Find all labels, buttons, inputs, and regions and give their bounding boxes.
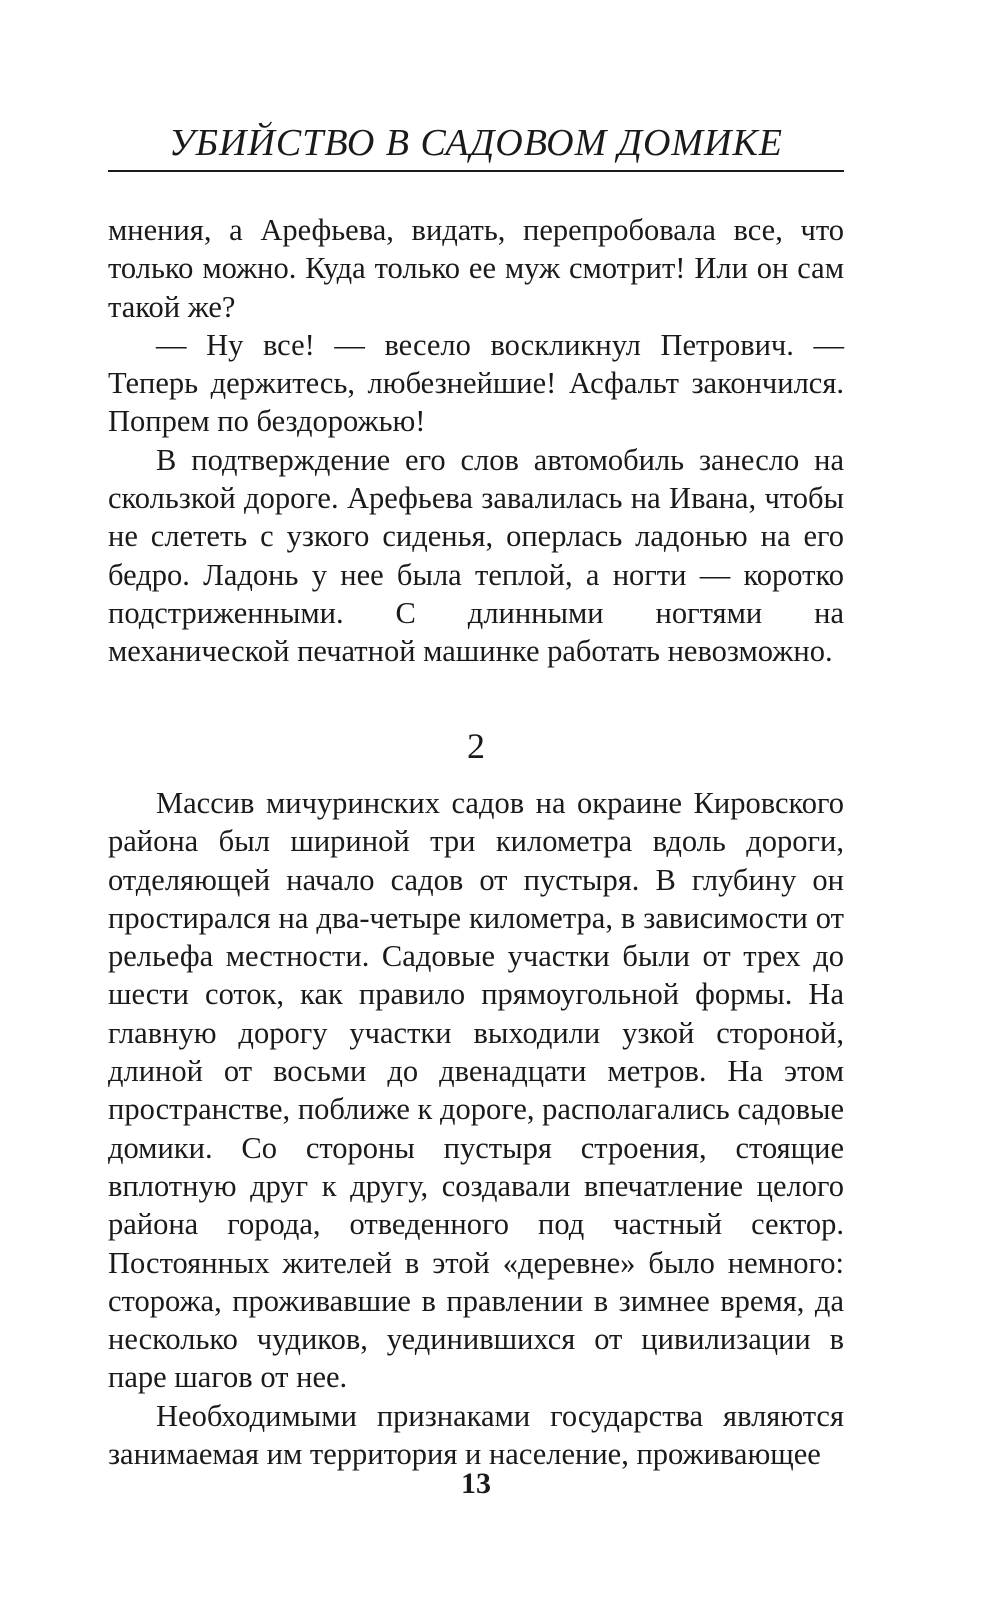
running-head: УБИЙСТВО В САДОВОМ ДОМИКЕ: [169, 122, 783, 164]
text-section-1: [108, 211, 844, 671]
page-number: 13: [461, 1467, 491, 1500]
paragraph: В подтверждение его слов автомобиль занесло на скользкой дороге. Арефьева завалилась на Ивана, чтобы не слететь с узкого сиденья, оперлась ладонью на его бедро. Ладонь у нее была теплой, а ногти — коротко подстриженными. С длинными ногтями на механической печатной машинке работать невозможно.: [108, 442, 844, 669]
paragraph: Массив мичуринских садов на окраине Кировского района был шириной три километра вдоль дороги, отделяющей начало садов от пустыря. В глубину он простирался на два-четыре километра, в зависимости от рельефа местности. Садовые участки были от трех до шести соток, как правило прямоугольной формы. На главную дорогу участки выходили узкой стороной, длиной от восьми до двенадцати метров. На этом пространстве, поближе к дороге, располагались садовые домики. Со стороны пустыря строения, стоящие вплотную друг к другу, создавали впечатление целого района города, отведенного под частный сектор. Постоянных жителей в этой «деревне» было немного: сторожа, проживавшие в правлении в зимнее время, да несколько чудиков, уединившихся от цивилизации в паре шагов от нее.: [108, 786, 844, 1395]
book-page: [108, 0, 844, 1616]
paragraph: мнения, а Арефьева, видать, перепробовала все, что только можно. Куда только ее муж смотрит! Или он сам такой же?: [108, 213, 844, 324]
paragraph: Необходимыми признаками государства являются занимаемая им территория и население, проживающее: [108, 1398, 844, 1472]
text-section-2: [108, 784, 844, 1473]
paragraph: — Ну все! — весело воскликнул Петрович. — Теперь держитесь, любезнейшие! Асфальт закончился. Попрем по бездорожью!: [108, 327, 844, 439]
chapter-number: 2: [467, 726, 485, 766]
header-rule: [108, 170, 844, 172]
